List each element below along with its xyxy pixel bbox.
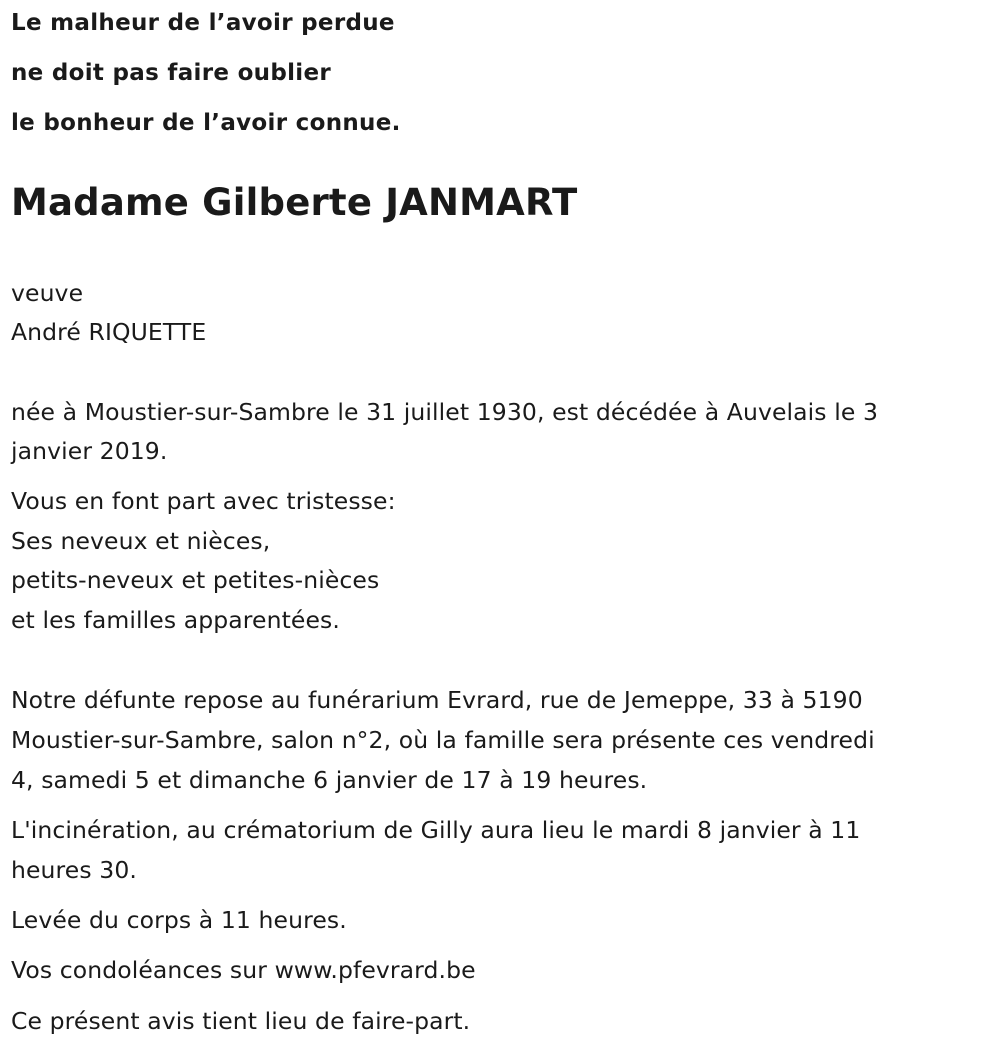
levee-du-corps: Levée du corps à 11 heures.	[11, 906, 347, 934]
deceased-name: Madame Gilberte JANMART	[11, 181, 578, 224]
quote-line-3: le bonheur de l’avoir connue.	[11, 110, 401, 136]
spouse-name: André RIQUETTE	[11, 318, 207, 346]
family-line-3: et les familles apparentées.	[11, 606, 340, 634]
incineration-line-1: L'incinération, au crématorium de Gilly aura lieu le mardi 8 janvier à 11	[11, 816, 861, 844]
family-intro: Vous en font part avec tristesse:	[11, 487, 396, 515]
faire-part-note: Ce présent avis tient lieu de faire-part.	[11, 1007, 471, 1035]
repose-line-1: Notre défunte repose au funérarium Evrard, rue de Jemeppe, 33 à 5190	[11, 686, 863, 714]
repose-line-2: Moustier-sur-Sambre, salon n°2, où la famille sera présente ces vendredi	[11, 726, 875, 754]
quote-line-1: Le malheur de l’avoir perdue	[11, 10, 395, 36]
repose-line-3: 4, samedi 5 et dimanche 6 janvier de 17 à 19 heures.	[11, 766, 648, 794]
birth-death-line-2: janvier 2019.	[11, 437, 168, 465]
birth-death-line-1: née à Moustier-sur-Sambre le 31 juillet 1930, est décédée à Auvelais le 3	[11, 398, 879, 426]
spouse-relation: veuve	[11, 279, 84, 307]
condoleances-link: Vos condoléances sur www.pfevrard.be	[11, 956, 476, 984]
family-line-1: Ses neveux et nièces,	[11, 527, 271, 555]
quote-line-2: ne doit pas faire oublier	[11, 60, 332, 86]
family-line-2: petits-neveux et petites-nièces	[11, 566, 380, 594]
incineration-line-2: heures 30.	[11, 856, 137, 884]
